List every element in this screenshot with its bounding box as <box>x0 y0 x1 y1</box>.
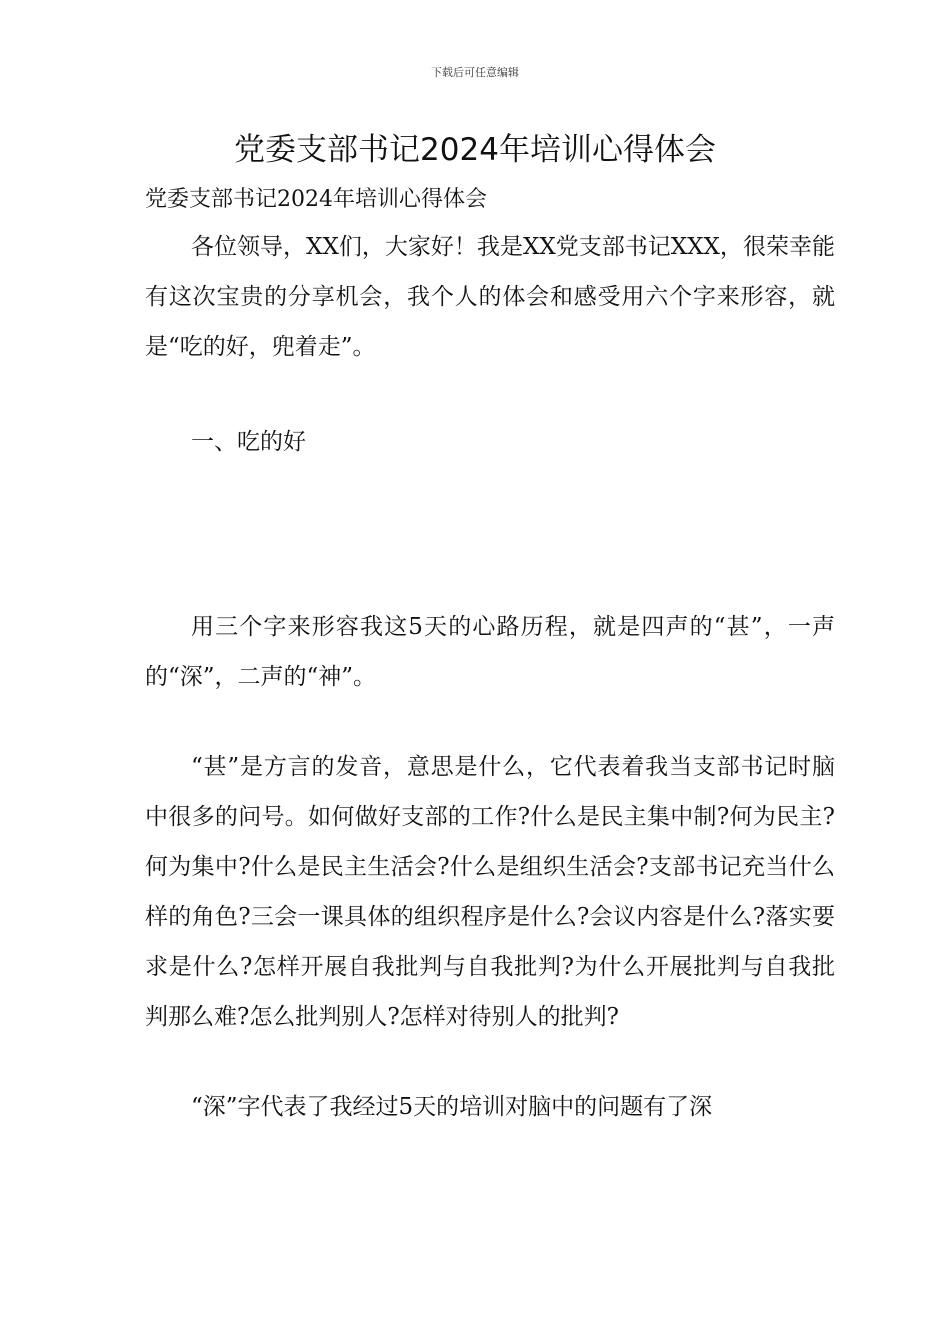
page-title: 党委支部书记2024年培训心得体会 <box>234 132 716 168</box>
paragraph-shen-questions: “甚”是方言的发音，意思是什么，它代表着我当支部书记时脑中很多的问号。如何做好支部的工作?什么是民主集中制?何为民主?何为集中?什么是民主生活会?什么是组织生活会?支部书记充当什么样的角色?三会一课具体的组织程序是什么?会议内容是什么?落实要求是什么?怎样开展自我批判与自我批判?为什么开展批判与自我批判那么难?怎么批判别人?怎样对待别人的批判? <box>145 754 835 1030</box>
paragraph-greeting: 各位领导，XX们，大家好！我是XX党支部书记XXX，很荣幸能有这次宝贵的分享机会，我个人的体会和感受用六个字来形容，就是“吃的好，兜着走”。 <box>145 234 835 360</box>
header-note: 下载后可任意编辑 <box>431 66 519 79</box>
paragraph-three-words: 用三个字来形容我这5天的心路历程，就是四声的“甚”，一声的“深”，二声的“神”。 <box>145 614 835 690</box>
paragraph-shen-deep: “深”字代表了我经过5天的培训对脑中的问题有了深 <box>191 1094 713 1120</box>
document-body <box>145 178 835 1132</box>
document-subtitle: 党委支部书记2024年培训心得体会 <box>145 187 487 212</box>
section-heading-1: 一、吃的好 <box>191 429 306 455</box>
